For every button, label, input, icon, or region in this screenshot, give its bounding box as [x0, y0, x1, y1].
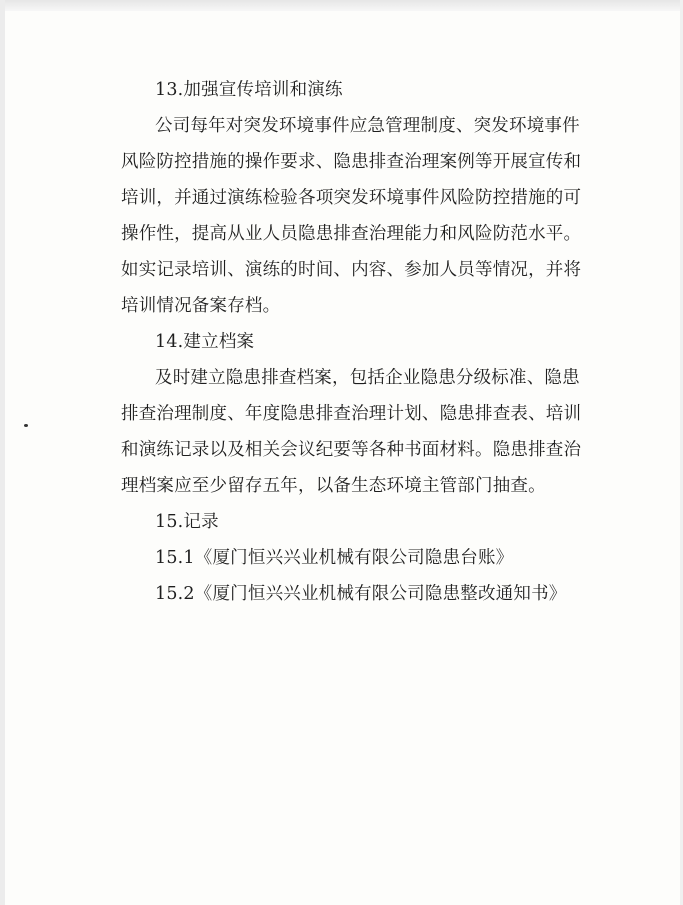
- section-13-line: 如实记录培训、演练的时间、内容、参加人员等情况，并将: [121, 260, 582, 280]
- section-13-line: 培训，并通过演练检验各项突发环境事件风险防控措施的可: [121, 188, 582, 208]
- section-14-line: 和演练记录以及相关会议纪要等各种书面材料。隐患排查治: [121, 440, 582, 460]
- section-13-line: 培训情况备案存档。: [121, 296, 281, 316]
- section-14-line: 排查治理制度、年度隐患排查治理计划、隐患排查表、培训: [121, 404, 582, 424]
- section-15-item: 15.2《厦门恒兴兴业机械有限公司隐患整改通知书》: [155, 584, 567, 604]
- section-13-line: 公司每年对突发环境事件应急管理制度、突发环境事件: [155, 116, 580, 136]
- section-15: [121, 504, 601, 612]
- section-13-line: 风险防控措施的操作要求、隐患排查治理案例等开展宣传和: [121, 152, 582, 172]
- scan-speck: [24, 424, 28, 427]
- section-13-title: 13.加强宣传培训和演练: [155, 80, 343, 100]
- scan-edge-top: [0, 0, 683, 11]
- document-body: [121, 72, 601, 612]
- section-14: [121, 324, 601, 504]
- section-14-title: 14.建立档案: [155, 332, 255, 352]
- section-15-title: 15.记录: [155, 512, 219, 532]
- section-15-item: 15.1《厦门恒兴兴业机械有限公司隐患台账》: [155, 548, 514, 568]
- section-13-line: 操作性，提高从业人员隐患排查治理能力和风险防范水平。: [121, 224, 582, 244]
- section-13: [121, 72, 601, 324]
- scan-edge-left: [0, 0, 5, 905]
- section-14-line: 及时建立隐患排查档案，包括企业隐患分级标准、隐患: [155, 368, 580, 388]
- section-14-line: 理档案应至少留存五年，以备生态环境主管部门抽查。: [121, 476, 546, 496]
